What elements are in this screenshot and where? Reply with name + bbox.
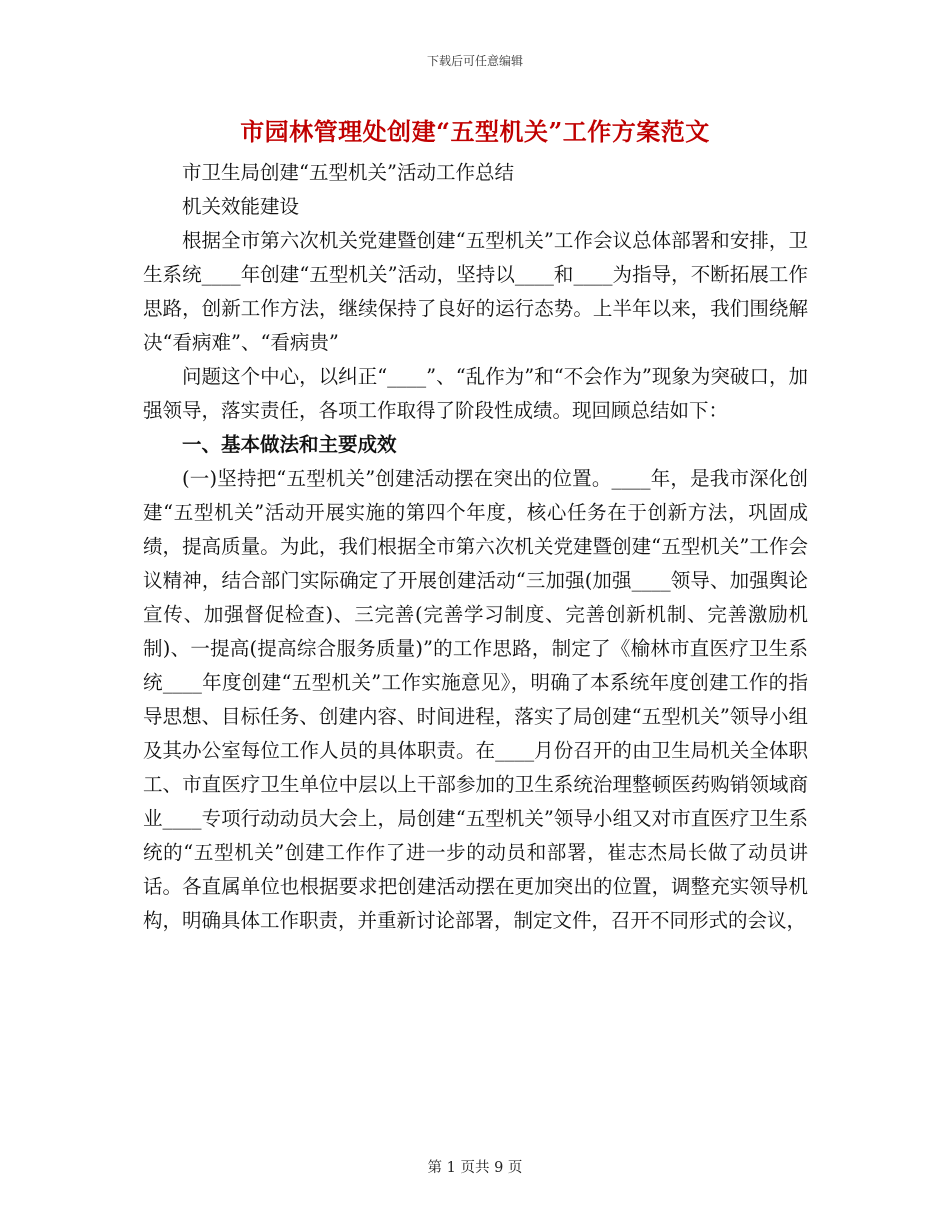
document-title: 市园林管理处创建“五型机关”工作方案范文 [240,117,710,146]
document-body [143,156,808,938]
paragraph-detail: (一)坚持把“五型机关”创建活动摆在突出的位置。____年，是我市深化创建“五型机关”活动开展实施的第四个年度，核心任务在于创新方法，巩固成绩，提高质量。为此，我们根据全市第六次机关党建暨创建“五型机关”工作会议精神，结合部门实际确定了开展创建活动“三加强(加强____领导、加强舆论宣传、加强督促检查)、三完善(完善学习制度、完善创新机制、完善激励机制)、一提高(提高综合服务质量)”的工作思路，制定了《榆林市直医疗卫生系统____年度创建“五型机关”工作实施意见》，明确了本系统年度创建工作的指导思想、目标任务、创建内容、时间进程，落实了局创建“五型机关”领导小组及其办公室每位工作人员的具体职责。在____月份召开的由卫生局机关全体职工、市直医疗卫生单位中层以上干部参加的卫生系统治理整顿医药购销领域商业____专项行动动员大会上，局创建“五型机关”领导小组又对市直医疗卫生系统的“五型机关”创建工作作了进一步的动员和部署，崔志杰局长做了动员讲话。各直属单位也根据要求把创建活动摆在更加突出的位置，调整充实领导机构，明确具体工作职责，并重新讨论部署，制定文件，召开不同形式的会议， [143,467,808,932]
page-header: 下载后可任意编辑 [426,54,523,68]
paragraph-focus: 问题这个中心，以纠正“____”、“乱作为”和“不会作为”现象为突破口，加强领导，落实责任，各项工作取得了阶段性成绩。现回顾总结如下： [143,365,808,422]
paragraph-topic: 机关效能建设 [182,195,300,218]
section-heading: 一、基本做法和主要成效 [182,433,397,456]
page-footer: 第 1 页共 9 页 [427,1160,523,1176]
paragraph-subtitle: 市卫生局创建“五型机关”活动工作总结 [182,161,514,184]
paragraph-intro: 根据全市第六次机关党建暨创建“五型机关”工作会议总体部署和安排，卫生系统____年创建“五型机关”活动，坚持以____和____为指导，不断拓展工作思路，创新工作方法，继续保持了良好的运行态势。上半年以来，我们围绕解决“看病难”、“看病贵” [143,229,808,354]
